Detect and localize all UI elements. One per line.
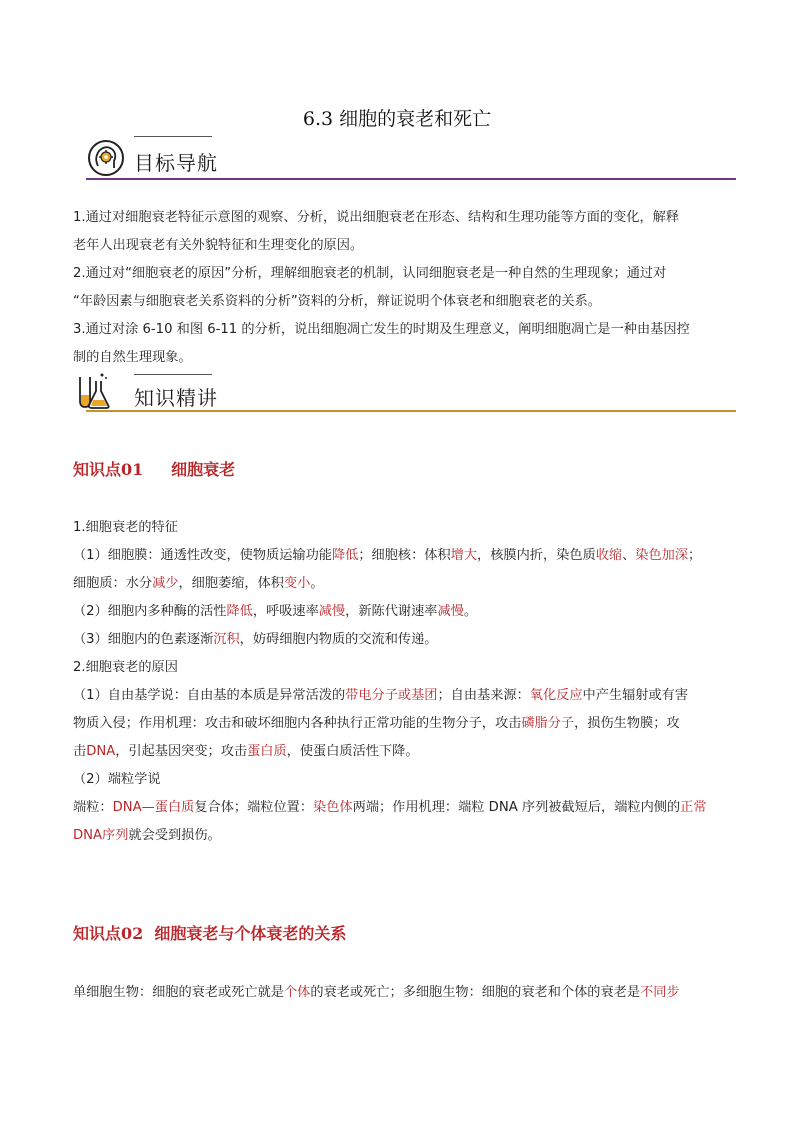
body-line: [73, 682, 728, 710]
text-segment: （3）细胞内的色素逐渐: [73, 632, 214, 647]
text-segment: 复合体；端粒位置：: [194, 800, 314, 815]
goal-line: 老年人出现衰老有关外貌特征和生理变化的原因。: [73, 238, 364, 253]
highlight-term: 减慢: [437, 604, 464, 619]
body-line: [73, 654, 728, 682]
section-header-knowledge: [86, 368, 736, 412]
body-line: [73, 979, 728, 1007]
body-line: [73, 514, 728, 542]
text-segment: ，新陈代谢速率: [345, 604, 438, 619]
text-segment: 就会受到损伤。: [128, 828, 221, 843]
highlight-term: 氧化反应: [529, 688, 583, 703]
text-segment: （2）细胞内多种酶的活性: [73, 604, 227, 619]
text-segment: ，使蛋白质活性下降。: [286, 744, 419, 759]
text-segment: ，引起基因突变；攻击: [115, 744, 248, 759]
highlight-term: DNA序列: [73, 828, 129, 843]
text-segment: （1）细胞膜：通透性改变，使物质运输功能: [73, 548, 332, 563]
section-title-knowledge: 知识精讲: [134, 386, 218, 410]
text-segment: 。: [463, 604, 478, 619]
text-segment: 的衰老或死亡；多细胞生物：细胞的衰老和个体的衰老是: [310, 985, 641, 1000]
text-segment: ；自由基来源：: [437, 688, 530, 703]
highlight-term: 降低: [331, 548, 359, 563]
highlight-term: 收缩: [595, 548, 623, 563]
text-segment: ，核膜内折，染色质: [477, 548, 596, 563]
text-segment: 击: [73, 744, 87, 759]
body-line: [73, 822, 728, 850]
text-segment: 2.细胞衰老的原因: [73, 660, 178, 675]
highlight-term: 减慢: [318, 604, 346, 619]
highlight-term: DNA: [86, 744, 116, 759]
flask-icon: [72, 371, 112, 411]
knowledge-point-number: 知识点01: [73, 460, 144, 479]
knowledge-point-2-body: [73, 979, 728, 1007]
highlight-term: 正常: [680, 800, 707, 815]
text-segment: 两端；作用机理：端粒 DNA 序列被截短后，端粒内侧的: [352, 800, 681, 815]
goal-line: 2.通过对“细胞衰老的原因”分析，理解细胞衰老的机制，认同细胞衰老是一种自然的生理现象；通过对: [73, 266, 667, 281]
text-segment: ，妨碍细胞内物质的交流和传递。: [239, 632, 438, 647]
body-line: [73, 542, 728, 570]
highlight-term: 不同步: [640, 985, 680, 1000]
text-segment: ；: [688, 548, 702, 563]
knowledge-point-number: 知识点02: [73, 924, 144, 943]
body-line: [73, 710, 728, 738]
knowledge-point-title: 细胞衰老: [171, 460, 236, 479]
goals-text: [73, 204, 728, 372]
text-segment: 、: [622, 548, 636, 563]
highlight-term: DNA—蛋白质: [112, 800, 195, 815]
text-segment: ，损伤生物膜；攻: [574, 716, 680, 731]
highlight-term: 变小: [284, 576, 311, 591]
text-segment: 中产生辐射或有害: [582, 688, 689, 703]
body-line: [73, 738, 728, 766]
text-segment: 端粒：: [73, 800, 113, 815]
highlight-term: 带电分子或基团: [345, 688, 438, 703]
highlight-term: 磷脂分子: [521, 716, 575, 731]
page-title: 6.3 细胞的衰老和死亡: [302, 108, 492, 130]
body-line: [73, 570, 728, 598]
text-segment: 单细胞生物：细胞的衰老或死亡就是: [73, 985, 284, 1000]
highlight-term: 减少: [152, 576, 179, 591]
body-line: [73, 626, 728, 654]
text-segment: 细胞质：水分: [73, 576, 153, 591]
goal-line: 3.通过对涂 6-10 和图 6-11 的分析，说出细胞凋亡发生的时期及生理意义，阐明细胞凋亡是一种由基因控: [73, 322, 690, 337]
section-divider: [86, 178, 736, 180]
section-header-goals: [86, 136, 736, 180]
highlight-term: 个体: [284, 985, 311, 1000]
section-title-goals: 目标导航: [134, 151, 218, 175]
highlight-term: 蛋白质: [247, 744, 287, 759]
text-segment: 1.细胞衰老的特征: [73, 520, 178, 535]
knowledge-point-heading-1: [73, 457, 235, 480]
brain-gear-icon: [86, 138, 126, 178]
text-segment: ；细胞核：体积: [358, 548, 451, 563]
body-line: [73, 598, 728, 626]
text-segment: （1）自由基学说：自由基的本质是异常活泼的: [73, 688, 346, 703]
highlight-term: 降低: [226, 604, 253, 619]
text-segment: ，呼吸速率: [252, 604, 319, 619]
highlight-term: 染色加深: [635, 548, 689, 563]
text-segment: ，细胞萎缩，体积: [178, 576, 284, 591]
header-top-line: [134, 374, 212, 375]
highlight-term: 沉积: [213, 632, 240, 647]
goal-line: 1.通过对细胞衰老特征示意图的观察、分析，说出细胞衰老在形态、结构和生理功能等方面的变化，解释: [73, 210, 680, 225]
body-line: [73, 794, 728, 822]
goal-line: “年龄因素与细胞衰老关系资料的分析”资料的分析，辩证说明个体衰老和细胞衰老的关系。: [73, 294, 601, 309]
section-divider: [86, 410, 736, 412]
text-segment: 。: [310, 576, 324, 591]
knowledge-point-1-body: [73, 514, 728, 850]
text-segment: 物质入侵；作用机理：攻击和破坏细胞内各种执行正常功能的生物分子，攻击: [73, 716, 522, 731]
highlight-term: 染色体: [313, 800, 353, 815]
header-top-line: [134, 136, 212, 137]
goal-line: 制的自然生理现象。: [73, 350, 192, 365]
body-line: [73, 766, 728, 794]
highlight-term: 增大: [450, 548, 478, 563]
text-segment: （2）端粒学说: [73, 772, 161, 787]
knowledge-point-title: 细胞衰老与个体衰老的关系: [154, 924, 347, 943]
knowledge-point-heading-2: [73, 921, 346, 944]
